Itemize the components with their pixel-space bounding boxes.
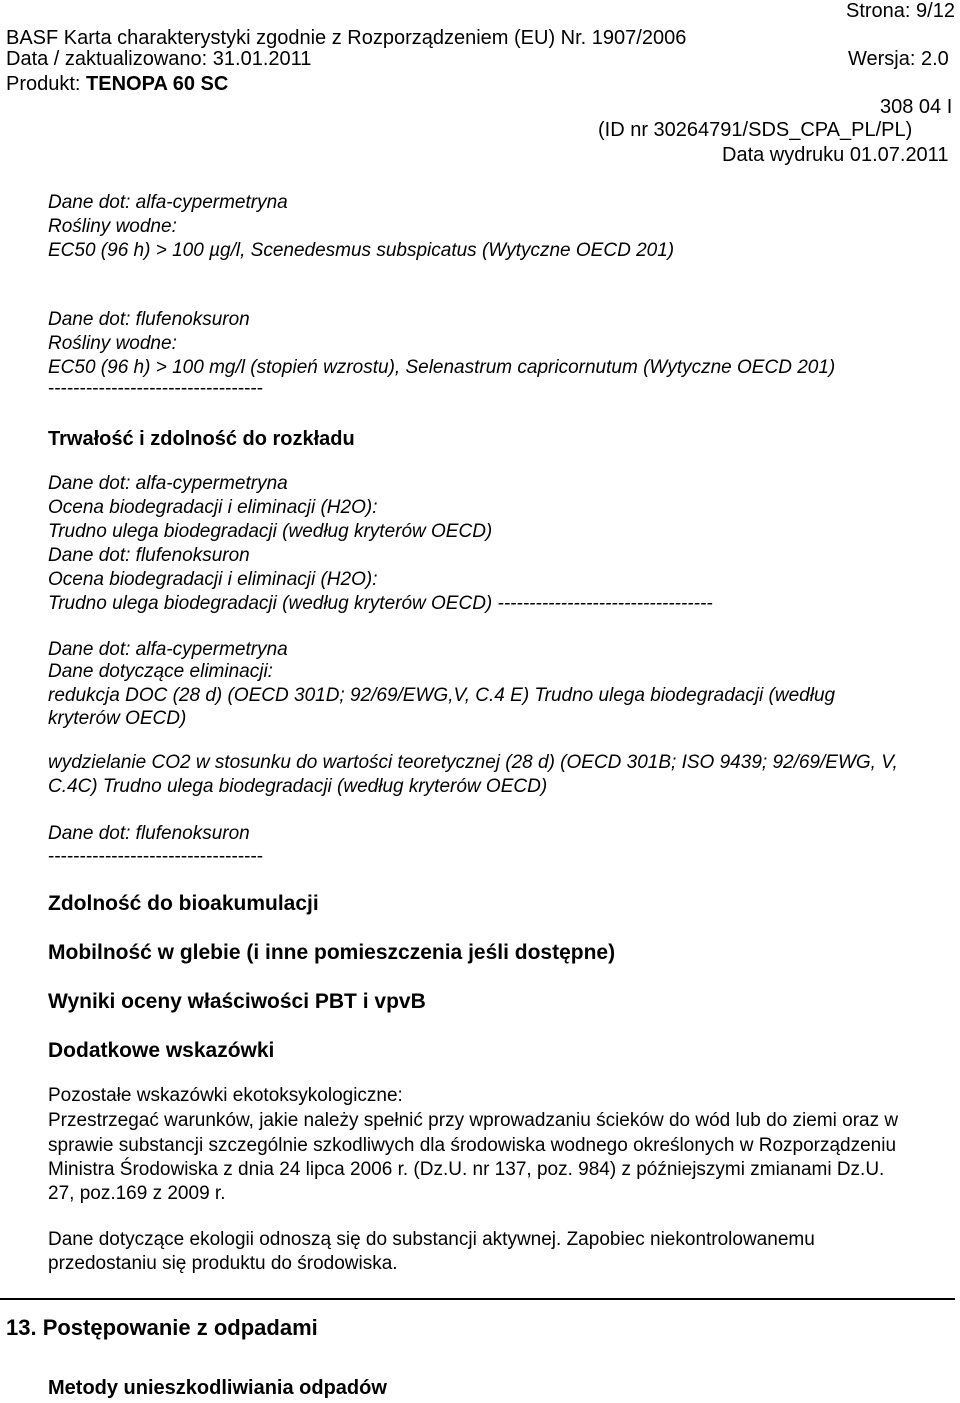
product-label: Produkt: [6, 73, 87, 95]
other-text-line2: sprawie substancji szczególnie szkodliwych dla środowiska wodnego określonych w Rozporządzeniu [48, 1135, 897, 1156]
product-line [6, 73, 228, 95]
elim-co2-line2: C.4C) Trudno ulega biodegradacji (według kryterów OECD) [48, 776, 548, 797]
mobility-heading: Mobilność w glebie (i inne pomieszczenia jeśli dostępne) [48, 941, 616, 964]
disposal-methods-heading: Metody unieszkodliwiania odpadów [48, 1377, 387, 1399]
elim-doc-line2: kryterów OECD) [48, 708, 187, 729]
p1-subject: Dane dot: alfa-cypermetryna [48, 473, 288, 494]
pbt-heading: Wyniki oceny właściwości PBT i vpvB [48, 990, 426, 1013]
alg2-label: Rośliny wodne: [48, 333, 177, 354]
elim2-subject: Dane dot: flufenoksuron [48, 823, 250, 844]
product-name: TENOPA 60 SC [86, 73, 229, 95]
doc-title: BASF Karta charakterystyki zgodnie z Rozporządzeniem (EU) Nr. 1907/2006 [6, 27, 687, 49]
other-label: Pozostałe wskazówki ekotoksykologiczne: [48, 1085, 403, 1106]
other-text-line1: Przestrzegać warunków, jakie należy spełnić przy wprowadzaniu ścieków do wód lub do ziemi oraz w [48, 1110, 899, 1131]
page-number: Strona: 9/12 [846, 0, 955, 22]
alg1-label: Rośliny wodne: [48, 216, 177, 237]
elim-co2-line1: wydzielanie CO2 w stosunku do wartości teoretycznej (28 d) (OECD 301B; ISO 9439; 92/69/EWG, V, [48, 752, 898, 773]
bioaccumulation-heading: Zdolność do bioakumulacji [48, 892, 319, 915]
p1-label: Ocena biodegradacji i eliminacji (H2O): [48, 497, 378, 518]
alg2-value: EC50 (96 h) > 100 mg/l (stopień wzrostu), Selenastrum capricornutum (Wytyczne OECD 201) [48, 357, 836, 378]
print-date: Data wydruku 01.07.2011 [722, 144, 949, 166]
alg1-value: EC50 (96 h) > 100 µg/l, Scenedesmus subspicatus (Wytyczne OECD 201) [48, 240, 675, 261]
separator: ---------------------------------- [48, 846, 264, 867]
other-text-line3: Ministra Środowiska z dnia 24 lipca 2006 r. (Dz.U. nr 137, poz. 984) z późniejszymi zmianami Dz.U. [48, 1159, 885, 1180]
p2-label: Ocena biodegradacji i eliminacji (H2O): [48, 569, 378, 590]
elim-doc-line1: redukcja DOC (28 d) (OECD 301D; 92/69/EWG,V, C.4 E) Trudno ulega biodegradacji (według [48, 685, 836, 706]
eco-note-line2: przedostaniu się produktu do środowiska. [48, 1253, 398, 1274]
additional-info-heading: Dodatkowe wskazówki [48, 1039, 275, 1062]
elim-subject: Dane dot: alfa-cypermetryna [48, 639, 288, 660]
other-text-line4: 27, poz.169 z 2009 r. [48, 1183, 226, 1204]
elim-label: Dane dotyczące eliminacji: [48, 661, 273, 682]
section-divider [0, 1298, 955, 1300]
p2-value: Trudno ulega biodegradacji (według kryterów OECD) ---------------------------------- [48, 593, 713, 614]
p1-value: Trudno ulega biodegradacji (według kryterów OECD) [48, 521, 493, 542]
document-id: (ID nr 30264791/SDS_CPA_PL/PL) [598, 119, 913, 141]
product-code: 308 04 I [880, 96, 953, 118]
persistence-heading: Trwałość i zdolność do rozkładu [48, 428, 355, 450]
alg1-subject: Dane dot: alfa-cypermetryna [48, 192, 288, 213]
version: Wersja: 2.0 [848, 48, 949, 70]
alg2-subject: Dane dot: flufenoksuron [48, 309, 250, 330]
separator: ---------------------------------- [48, 378, 264, 399]
section-13-title: 13. Postępowanie z odpadami [6, 1315, 318, 1340]
eco-note-line1: Dane dotyczące ekologii odnoszą się do substancji aktywnej. Zapobiec niekontrolowanemu [48, 1229, 815, 1250]
update-date: Data / zaktualizowano: 31.01.2011 [6, 48, 312, 70]
p2-subject: Dane dot: flufenoksuron [48, 545, 250, 566]
